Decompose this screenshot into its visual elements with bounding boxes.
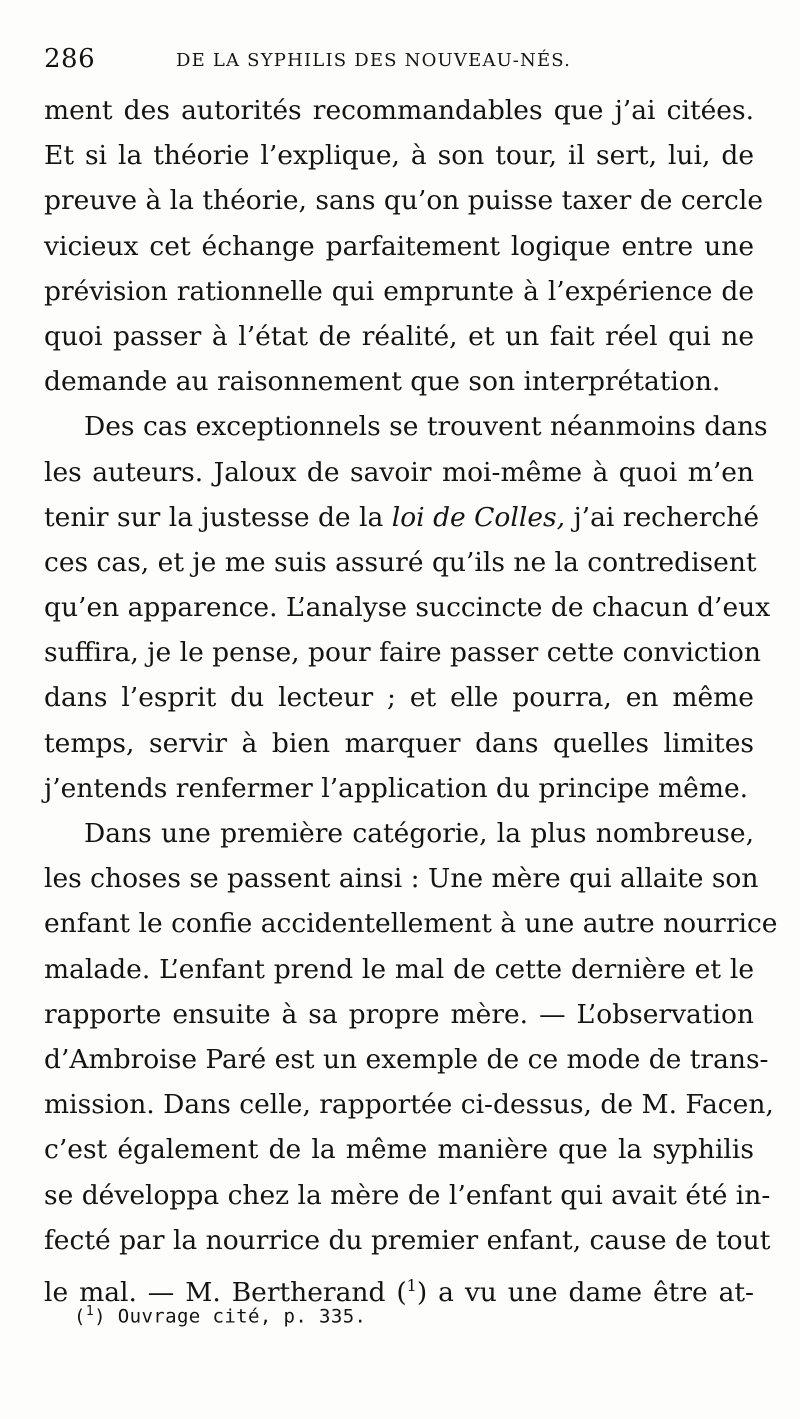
text-line: fecté par la nourrice du premier enfant, cause de tout: [44, 1224, 771, 1256]
text-line: j’entends renfermer l’application du principe même.: [44, 772, 749, 804]
footnote-marker: 1: [85, 1304, 95, 1319]
running-head: DE LA SYPHILIS DES NOUVEAU-NÉS.: [176, 50, 572, 71]
text-line: dans l’esprit du lecteur ; et elle pourra, en même: [44, 682, 754, 714]
page-number: 286: [44, 44, 96, 74]
text-line: suffira, je le pense, pour faire passer cette conviction: [44, 637, 761, 669]
page-header: [44, 44, 764, 80]
text-line: temps, servir à bien marquer dans quelles limites: [44, 727, 754, 759]
text-line: quoi passer à l’état de réalité, et un fait réel qui ne: [44, 320, 754, 352]
text-line: demande au raisonnement que son interprétation.: [44, 366, 721, 398]
text-line: ment des autorités recommandables que j’ai citées.: [44, 95, 754, 126]
text-line: rapporte ensuite à sa propre mère. — L’observation: [44, 998, 754, 1030]
footnote-text: Ouvrage cité, p. 335.: [117, 1305, 367, 1328]
text-line: se développa chez la mère de l’enfant qui avait été in-: [44, 1179, 771, 1211]
text-line: c’est également de la même manière que la syphilis: [44, 1134, 754, 1166]
text-fragment: j’ai recherché: [573, 501, 760, 533]
text-fragment: tenir sur la justesse de la: [44, 501, 384, 533]
text-line: malade. L’enfant prend le mal de cette dernière et le: [44, 953, 754, 985]
text-line: les auteurs. Jaloux de savoir moi-même à quoi m’en: [44, 456, 754, 488]
footnote: ($^1$) Ouvrage cité, p. 335.: [74, 1304, 367, 1328]
text-line: enfant le confie accidentellement à une autre nourrice: [44, 908, 778, 940]
text-line: prévision rationnelle qui emprunte à l’expérience de: [44, 275, 754, 307]
text-line: vicieux cet échange parfaitement logique entre une: [44, 230, 754, 262]
text-line: Dans une première catégorie, la plus nombreuse,: [84, 818, 754, 849]
text-line: d’Ambroise Paré est un exemple de ce mode de trans-: [44, 1043, 769, 1075]
text-line: Et si la théorie l’explique, à son tour, il sert, lui, de: [44, 140, 754, 172]
footnote-reference: 1: [406, 1275, 417, 1295]
body-text: [44, 88, 778, 1308]
text-line: Des cas exceptionnels se trouvent néanmoins dans: [84, 411, 768, 443]
text-line: qu’en apparence. L’analyse succincte de chacun d’eux: [44, 592, 771, 624]
italic-term: loi de Colles,: [391, 501, 566, 533]
text-fragment: le mal. — M. Bertherand (: [44, 1276, 407, 1308]
text-fragment: ) a vu une dame être at-: [416, 1276, 754, 1308]
text-line-with-footnote-ref: [44, 1263, 754, 1308]
text-line: ces cas, et je me suis assuré qu’ils ne la contredisent: [44, 546, 757, 578]
text-line: preuve à la théorie, sans qu’on puisse taxer de cercle: [44, 185, 764, 217]
text-line-with-italic: [44, 495, 760, 540]
text-line: les choses se passent ainsi : Une mère qui allaite son: [44, 863, 759, 895]
text-line: mission. Dans celle, rapportée ci-dessus, de M. Facen,: [44, 1089, 774, 1121]
